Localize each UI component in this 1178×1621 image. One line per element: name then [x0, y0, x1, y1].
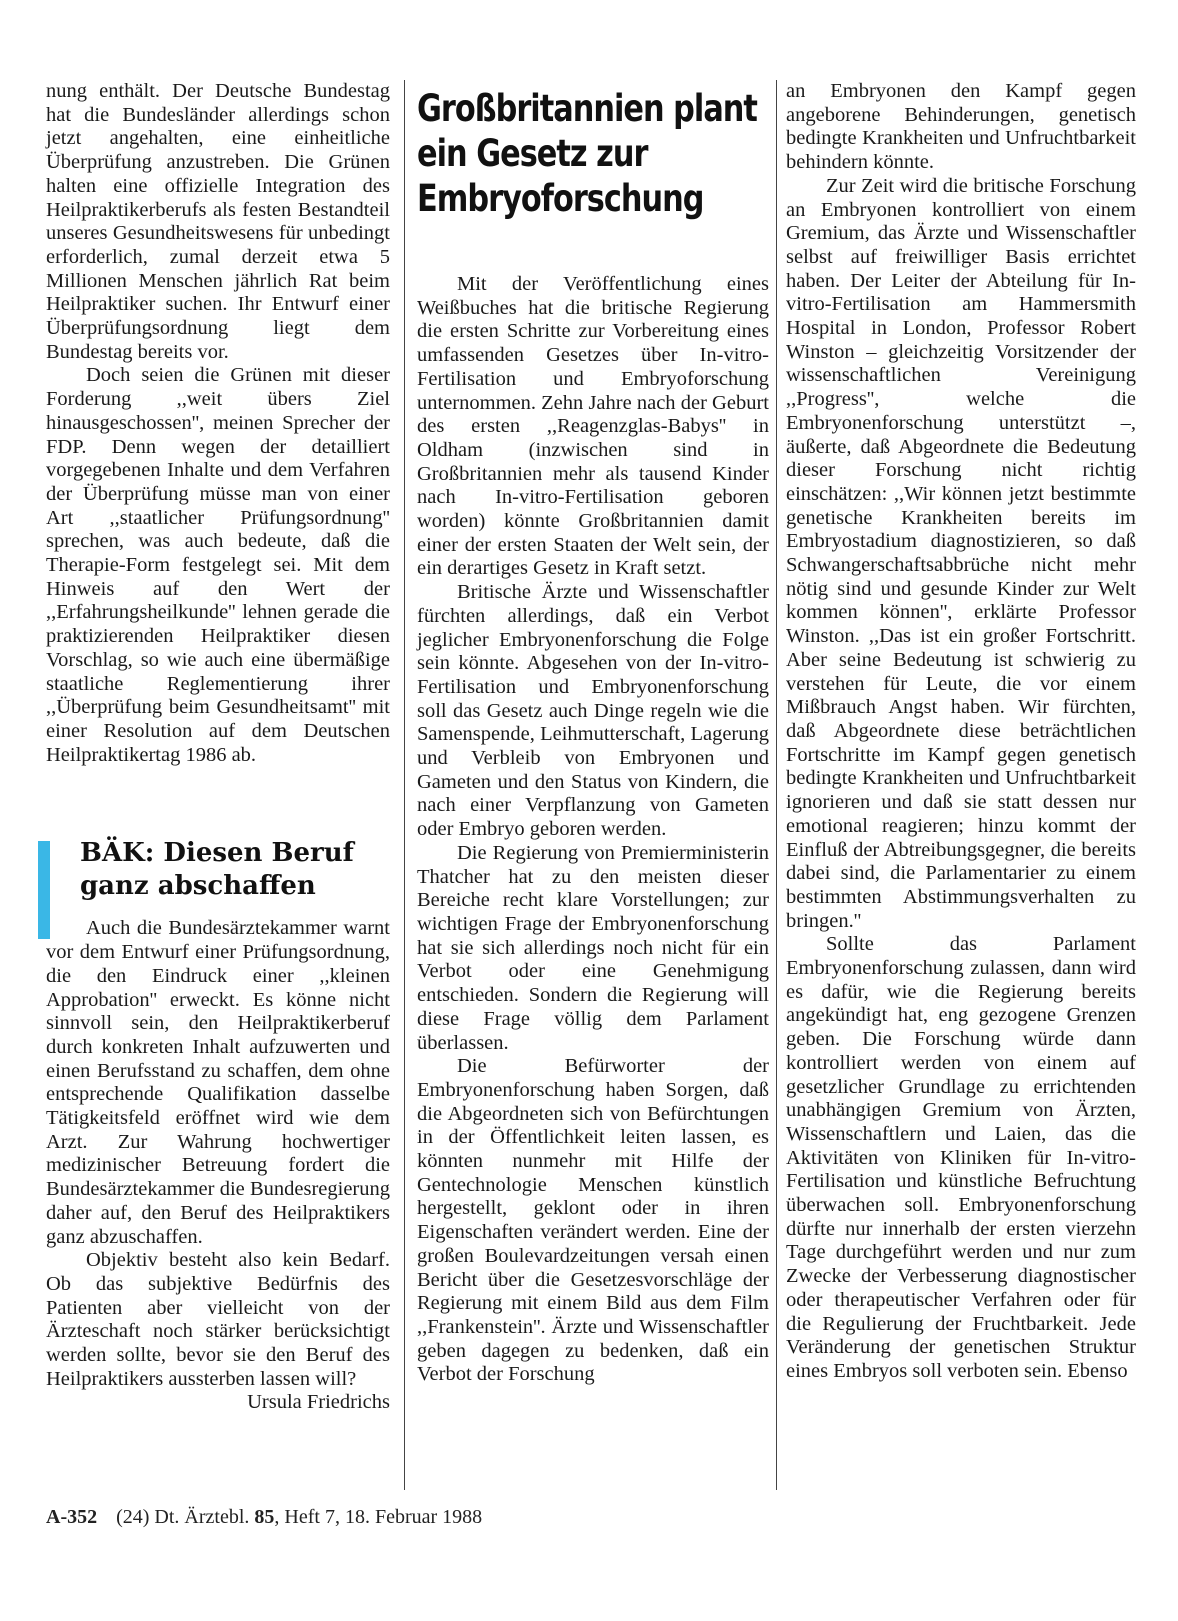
column-1 [46, 80, 390, 1415]
column-3 [786, 80, 1136, 1384]
col1-paragraph-4: Objektiv besteht also kein Bedarf. Ob das subjektive Bedürfnis des Patienten aber vielleicht von der Ärzteschaft noch stärker berücksichtigt werden sollte, bevor sie den Beruf des Heilpraktikers aussterben lassen will? [46, 1249, 390, 1390]
column-divider-right [776, 80, 777, 1490]
col3-paragraph-1: an Embryonen den Kampf gegen angeborene Behinderungen, genetisch bedingte Krankheiten und Unfruchtbarkeit behindern könnte. [786, 80, 1136, 174]
col3-paragraph-3: Sollte das Parlament Embryonenforschung zulassen, dann wird es dafür, wie die Regierung bereits angekündigt hat, eng gezogene Grenzen geben. Die Forschung würde dann kontrolliert werden von einem auf gesetzlicher Grundlage zu errichtenden unabhängigen Gremium von Ärzten, Wissenschaftlern und Laien, das die Aktivitäten von Kliniken für In-vitro-Fertilisation und künstliche Befruchtung überwachen soll. Embryonenforschung dürfte nur innerhalb der ersten vierzehn Tage durchgeführt werden und nur zum Zwecke der Verbesserung diagnostischer oder therapeutischer Verfahren oder für die Regulierung der Fruchtbarkeit. Jede Veränderung der genetischen Struktur eines Embryos soll verboten sein. Ebenso [786, 933, 1136, 1382]
subheadline: BÄK: Diesen Beruf ganz abschaffen [80, 838, 354, 902]
citation-volume: 85 [254, 1506, 275, 1528]
col1-paragraph-2: Doch seien die Grünen mit dieser Forderung ,,weit übers Ziel hinausgeschossen'', meinen Sprecher der FDP. Denn wegen der detailliert vorgegebenen Inhalte und dem Verfahren der Überprüfung müsse man von einer Art ,,staatlicher Prüfungsordnung'' sprechen, was auch bedeute, daß die Therapie-Form festgelegt sei. Mit dem Hinweis auf den Wert der ,,Erfahrungsheilkunde'' lehnen gerade die praktizierenden Heilpraktiker diesen Vorschlag, so wie auch eine übermäßige staatliche Reglementierung ihrer ,,Überprüfung beim Gesundheitsamt'' mit einer Resolution auf dem Deutschen Heilpraktikertag 1986 ab. [46, 364, 390, 766]
page-footer [46, 1506, 482, 1529]
col2-paragraph-3: Die Regierung von Premierministerin Thatcher hat zu den meisten dieser Bereiche recht klare Vorstellungen; zur wichtigen Frage der Embryonenforschung hat sie sich allerdings noch nicht für ein Verbot oder eine Genehmigung entschieden. Sondern die Regierung will diese Frage völlig dem Parlament überlassen. [417, 841, 769, 1054]
col1-paragraph-3: Auch die Bundesärztekammer warnt vor dem Entwurf einer Prüfungsordnung, die den Eindruck einer ,,kleinen Approbation'' erweckt. Es könne nicht sinnvoll sein, den Heilpraktikerberuf durch konkreten Inhalt aufzuwerten und einen Berufsstand zu schaffen, dem ohne entsprechende Qualifikation dasselbe Tätigkeitsfeld eröffnet wird wie dem Arzt. Zur Wahrung hochwertiger medizinischer Betreuung fordert die Bundesärztekammer die Bundesregierung daher auf, den Beruf des Heilpraktikers ganz abzuschaffen. [46, 917, 390, 1248]
column-2 [417, 80, 769, 1387]
journal-citation [116, 1506, 482, 1528]
author-signature: Ursula Friedrichs [247, 1391, 390, 1414]
col1-paragraph-1: nung enthält. Der Deutsche Bundestag hat die Bundesländer allerdings schon jetzt angehalten, eine einheitliche Überprüfung anzustreben. Die Grünen halten eine offizielle Integration des Heilpraktikerberufs als festen Bestandteil unseres Gesundheitswesens für unbedingt erforderlich, zumal derzeit etwa 5 Millionen Menschen jährlich Rat beim Heilpraktiker suchen. Ihr Entwurf einer Überprüfungsordnung liegt dem Bundestag bereits vor. [46, 80, 390, 363]
col2-paragraph-1: Mit der Veröffentlichung eines Weißbuches hat die britische Regierung die ersten Schritte zur Vorbereitung eines umfassenden Gesetzes über In-vitro-Fertilisation und Embryoforschung unternommen. Zehn Jahre nach der Geburt des ersten ,,Reagenzglas-Babys'' in Oldham (inzwischen sind in Großbritannien mehr als tausend Kinder nach In-vitro-Fertilisation geboren worden) könnte Großbritannien damit einer der ersten Staaten der Welt sein, der ein derartiges Gesetz in Kraft setzt. [417, 273, 769, 580]
column-divider-left [404, 80, 405, 1490]
col2-paragraph-2: Britische Ärzte und Wissenschaftler fürchten allerdings, daß ein Verbot jeglicher Embryonenforschung die Folge sein könnte. Abgesehen von der In-vitro-Fertilisation und Embryonenforschung soll das Gesetz auch Dinge regeln wie die Samenspende, Leihmutterschaft, Lagerung und Verbleib von Embryonen und Gameten und den Status von Kindern, die nach einer Verpflanzung von Gameten oder Embryo geboren werden. [417, 581, 769, 841]
citation-suffix: , Heft 7, 18. Februar 1988 [274, 1506, 483, 1528]
accent-bar [38, 841, 50, 939]
page-number: A-352 [46, 1506, 98, 1528]
article-headline: Großbritannien plant ein Gesetz zur Embryoforschung [417, 87, 757, 220]
col2-paragraph-4: Die Befürworter der Embryonenforschung haben Sorgen, daß die Abgeordneten sich von Befürchtungen in der Öffentlichkeit leiten lassen, es könnten nunmehr mit Hilfe der Gentechnologie Menschen künstlich hergestellt, geklont oder in ihren Eigenschaften verändert werden. Eine der großen Boulevardzeitungen versah einen Bericht über die Gesetzesvorschläge der Regierung mit einem Bild aus dem Film ,,Frankenstein''. Ärzte und Wissenschaftler geben dagegen zu bedenken, daß ein Verbot der Forschung [417, 1055, 769, 1386]
subsection-baek [46, 837, 390, 1415]
col3-paragraph-2: Zur Zeit wird die britische Forschung an Embryonen kontrolliert von einem Gremium, das Ärzte und Wissenschaftler selbst auf freiwilliger Basis errichtet haben. Der Leiter der Abteilung für In-vitro-Fertilisation am Hammersmith Hospital in London, Professor Robert Winston – gleichzeitig Vorsitzender der wissenschaftlichen Vereinigung ,,Progress'', welche die Embryonenforschung unterstützt –, äußerte, daß Abgeordnete die Bedeutung dieser Forschung nicht richtig einschätzen: ,,Wir können jetzt bestimmte genetische Krankheiten bereits im Embryostadium diagnostizieren, so daß Schwangerschaftsabbrüche nicht mehr nötig sind und gesunde Kinder zur Welt kommen können'', erklärte Professor Winston. ,,Das ist ein großer Fortschritt. Aber seine Bedeutung ist schwierig zu verstehen für Leute, die vor einem Mißbrauch Angst haben. Wir fürchten, daß Abgeordnete diese beträchtlichen Fortschritte im Kampf gegen genetisch bedingte Krankheiten und Unfruchtbarkeit ignorieren und daß sie statt dessen nur emotional reagieren; hinzu kommt der Einfluß der Abtreibungsgegner, die bereits dabei sind, die Parlamentarier zu einem bestimmten Abstimmungsverhalten zu bringen.'' [786, 174, 1136, 932]
citation-prefix: (24) Dt. Ärztebl. [116, 1506, 250, 1528]
